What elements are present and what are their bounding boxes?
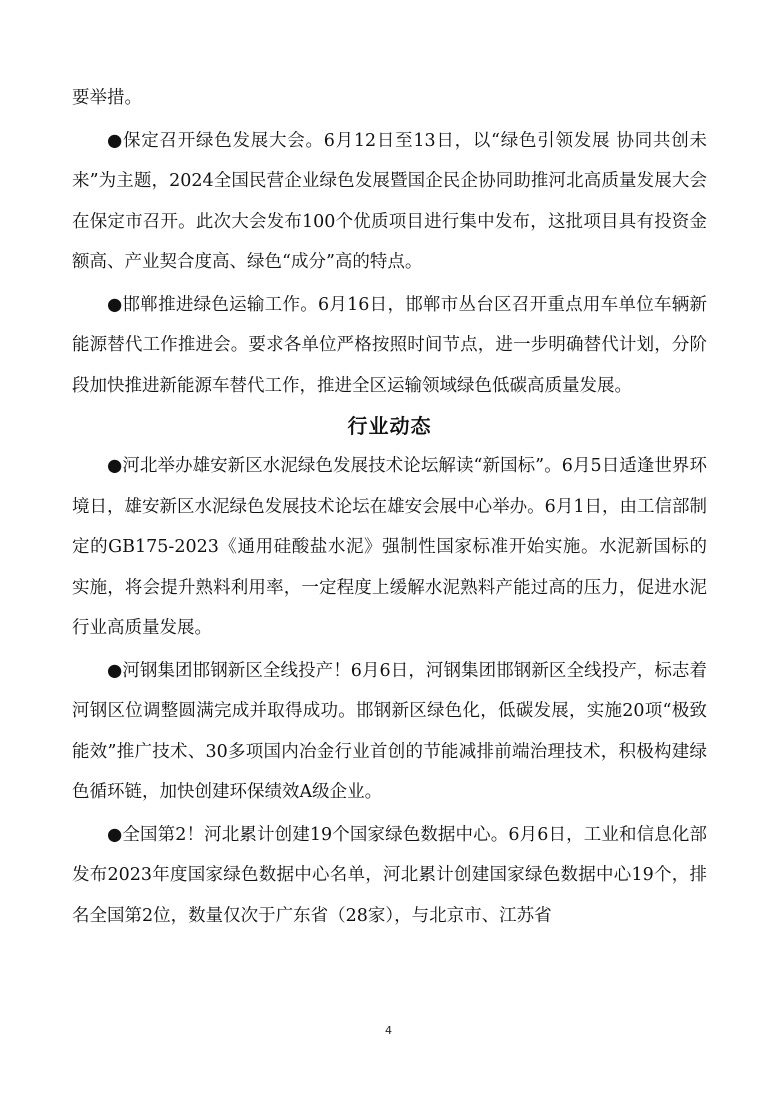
paragraph-hansteel: ●河钢集团邯钢新区全线投产！6月6日，河钢集团邯钢新区全线投产，标志着河钢区位调整圆满完成并取得成功。邯钢新区绿色化，低碳发展，实施20项“极致能效”推广技术、30多项国内冶金行业首创的节能减排前端治理技术，积极构建绿色循环链，加快创建环保绩效A级企业。	[72, 660, 707, 802]
paragraph-continuation: 要举措。	[72, 88, 142, 108]
paragraph-handan: ●邯郸推进绿色运输工作。6月16日，邯郸市丛台区召开重点用车单位车辆新能源替代工作推进会。要求各单位严格按照时间节点，进一步明确替代计划，分阶段加快推进新能源车替代工作，推进全区运输领域绿色低碳高质量发展。	[72, 294, 707, 396]
paragraph-data-centers: ●全国第2！河北累计创建19个国家绿色数据中心。6月6日，工业和信息化部发布2023年度国家绿色数据中心名单，河北累计创建国家绿色数据中心19个，排名全国第2位，数量仅次于广东省（28家），与北京市、江苏省	[72, 824, 707, 926]
paragraph-cement-forum: ●河北举办雄安新区水泥绿色发展技术论坛解读“新国标”。6月5日适逢世界环境日，雄安新区水泥绿色发展技术论坛在雄安会展中心举办。6月1日，由工信部制定的GB175-2023《通用硅酸盐水泥》强制性国家标准开始实施。水泥新国标的实施，将会提升熟料利用率，一定程度上缓解水泥熟料产能过高的压力，促进水泥行业高质量发展。	[72, 456, 707, 638]
page-number: 4	[385, 1024, 392, 1037]
section-title: 行业动态	[347, 414, 432, 438]
paragraph-baoding: ●保定召开绿色发展大会。6月12日至13日，以“绿色引领发展 协同共创未来”为主题，2024全国民营企业绿色发展暨国企民企协同助推河北高质量发展大会在保定市召开。此次大会发布100个优质项目进行集中发布，这批项目具有投资金额高、产业契合度高、绿色“成分”高的特点。	[72, 130, 707, 272]
